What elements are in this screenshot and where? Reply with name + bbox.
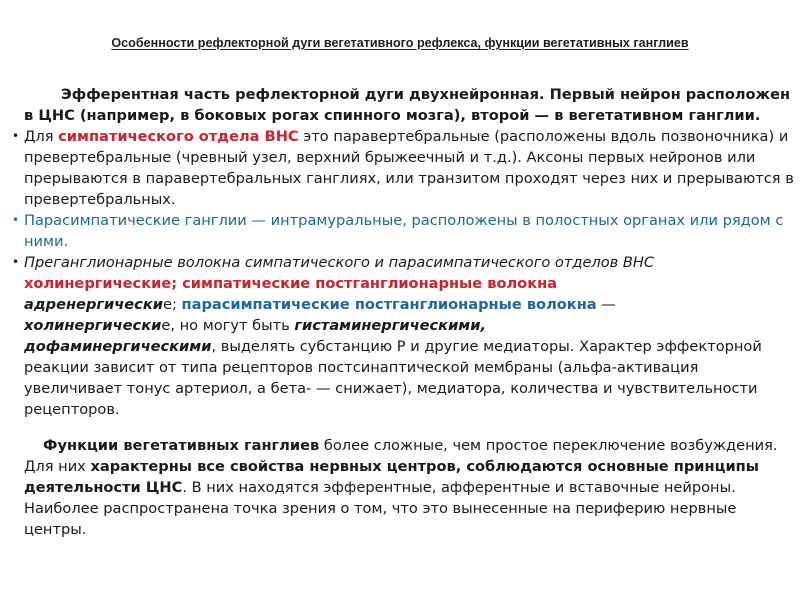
paragraph-functions-text-1: более сложные, чем простое переключение возбуждения. Для них (24, 436, 778, 475)
slide-body (12, 84, 796, 554)
bullet-sympathetic-text-1: Для (24, 128, 59, 145)
paragraph-functions-heading: Функции вегетативных ганглиев (43, 436, 320, 454)
paragraph-functions-text-2: . В них находятся эфферентные, афферентные и вставочные нейроны. Наиболее распространена точка зрения о том, что это вынесенные на периферию нервные центры. (24, 478, 737, 538)
bullet-fibers-cholinergic: холинергические; симпатические постганглионарные волокна (24, 275, 558, 292)
bullet-sympathetic (12, 126, 796, 210)
bullet-sympathetic-text-2: это паравертебральные (расположены вдоль позвоночника) и превертебральные (чревный узел, верхний брыжеечный и т.д.). Аксоны первых нейронов или прерываются в паравертебральных ганглиях, или транзитом проходят через них и прерываются в превертебральных. (24, 128, 794, 208)
bullet-fibers-histamine: гистаминергическими, (294, 317, 486, 334)
bullet-fibers-text-4: , выделять субстанцию Р и другие медиаторы. Характер эффекторной реакции зависит от типа рецепторов постсинаптической мембраны (альфа-активация увеличивает тонус артериол, а бета- — снижает), медиатора, количества и чувствительности рецепторов. (24, 338, 762, 418)
slide-title (0, 36, 800, 50)
bullet-fibers-text-1: Преганглионарные волокна симпатического и парасимпатического отделов ВНС (24, 254, 655, 271)
paragraph-functions-bold: характерны все свойства нервных центров, соблюдаются основные принципы деятельности ЦНС (24, 457, 759, 496)
bullet-fibers-cholinergic-2: холинергически (24, 317, 162, 334)
bullet-fibers-text-3: е, но могут быть (161, 317, 295, 334)
paragraph-efferent (12, 84, 796, 126)
bullet-fibers-para-post: парасимпатические постганглионарные волокна (181, 296, 597, 313)
paragraph-functions (12, 435, 796, 540)
bullet-fibers-adrenergic: адренергически (24, 296, 163, 313)
bullet-fibers (12, 252, 796, 420)
bullet-parasympathetic-text: — интрамуральные, расположены в полостных органах или рядом с ними. (24, 212, 784, 250)
slide-title-text: Особенности рефлекторной дуги вегетативного рефлекса, функции вегетативных ганглиев (111, 36, 689, 50)
paragraph-efferent-text: Эфферентная часть рефлекторной дуги двухнейронная. Первый нейрон расположен в ЦНС (например, в боковых рогах спинного мозга), второй — в вегетативном ганглии. (24, 86, 791, 124)
bullet-fibers-text-2: е; (162, 296, 182, 313)
bullet-fibers-dopamine: дофаминергическими (24, 338, 212, 355)
bullet-sympathetic-highlight: симпатического отдела ВНС (58, 128, 299, 145)
bullet-parasympathetic (12, 210, 796, 252)
bullet-fibers-dash: — (596, 296, 616, 313)
bullet-parasympathetic-highlight: Парасимпатические ганглии (24, 212, 247, 229)
